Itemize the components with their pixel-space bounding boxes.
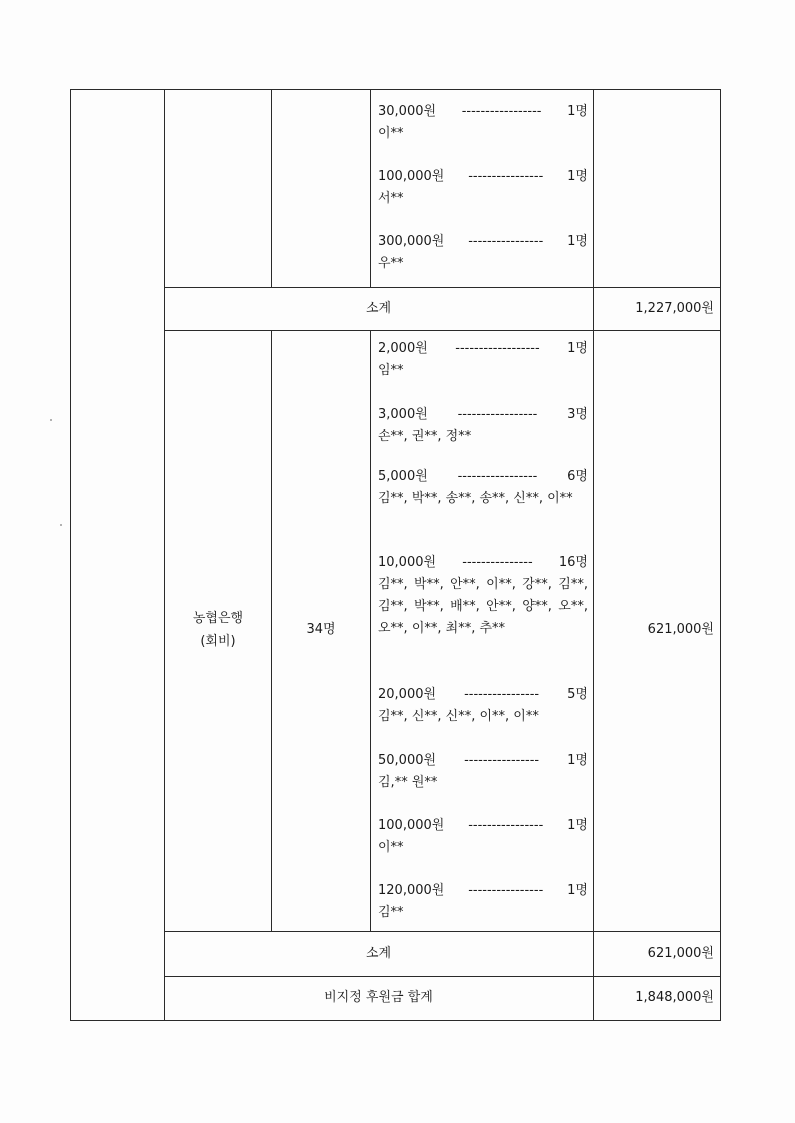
nh-entry-6 — [378, 750, 588, 794]
entry-count: 1명 — [567, 341, 588, 356]
entry-count: 1명 — [567, 883, 588, 898]
entry-count: 1명 — [567, 169, 588, 184]
entry-amount: 5,000원 — [378, 469, 428, 484]
row-divider-subtotal-1 — [164, 330, 721, 331]
bank-name: 농협은행 — [192, 611, 244, 626]
entry-amount: 10,000원 — [378, 555, 437, 570]
entry-dashes: ---------------- — [464, 687, 540, 702]
entry-dashes: ---------------- — [468, 883, 544, 898]
table-top-border — [70, 89, 721, 90]
entry-count: 5명 — [567, 687, 588, 702]
entry-amount: 120,000원 — [378, 883, 445, 898]
row-divider-nh-section — [164, 931, 721, 932]
column-divider-3-nh — [370, 330, 371, 931]
nh-entry-5 — [378, 684, 588, 728]
entry-names: 김**, 박**, 송**, 송**, 신**, 이** — [378, 491, 573, 506]
top-entry-1 — [378, 101, 588, 145]
table-right-border — [720, 89, 721, 1021]
scan-speck — [60, 524, 62, 526]
entry-names: 김** — [378, 905, 404, 920]
entry-count: 3명 — [567, 407, 588, 422]
grand-total-label: 비지정 후원금 합계 — [324, 990, 433, 1005]
entry-dashes: ---------------- — [464, 753, 540, 768]
row-divider-top-section — [164, 287, 721, 288]
entry-dashes: ---------------- — [468, 169, 544, 184]
entry-dashes: --------------- — [462, 555, 533, 570]
entry-amount: 50,000원 — [378, 753, 437, 768]
nh-entry-7 — [378, 815, 588, 859]
people-count: 34명 — [306, 622, 336, 637]
entry-names: 김,** 원** — [378, 775, 438, 790]
entry-amount: 100,000원 — [378, 818, 445, 833]
column-divider-3-top — [370, 89, 371, 287]
top-entry-3 — [378, 231, 588, 275]
column-divider-1 — [164, 89, 165, 1021]
entry-dashes: ----------------- — [457, 407, 538, 422]
entry-dashes: ---------------- — [468, 234, 544, 249]
entry-count: 1명 — [567, 104, 588, 119]
nh-entry-2 — [378, 404, 588, 448]
entry-count: 1명 — [567, 234, 588, 249]
nh-entry-4 — [378, 552, 588, 640]
entry-amount: 20,000원 — [378, 687, 437, 702]
scan-speck — [50, 419, 52, 421]
column-divider-2-top — [271, 89, 272, 287]
entry-names: 김**, 박**, 안**, 이**, 강**, 김**, 김**, 박**, 배**, 안**, 양**, 오**, 오**, 이**, 최**, 추** — [378, 577, 588, 636]
entry-names: 이** — [378, 840, 404, 855]
entry-names: 우** — [378, 256, 404, 271]
entry-dashes: ----------------- — [461, 104, 542, 119]
entry-amount: 30,000원 — [378, 104, 437, 119]
entry-amount: 300,000원 — [378, 234, 445, 249]
column-divider-4-top — [593, 89, 594, 287]
table-left-border — [70, 89, 71, 1021]
nh-total-value: 621,000원 — [647, 622, 714, 637]
subtotal-1-label: 소계 — [365, 301, 392, 316]
entry-count: 6명 — [567, 469, 588, 484]
subtotal-1-value: 1,227,000원 — [635, 301, 714, 316]
entry-dashes: ----------------- — [457, 469, 538, 484]
table-bottom-border — [70, 1020, 721, 1021]
entry-names: 이** — [378, 126, 404, 141]
entry-names: 손**, 권**, 정** — [378, 429, 472, 444]
nh-entry-1 — [378, 338, 588, 382]
top-entry-2 — [378, 166, 588, 210]
bank-note: (회비) — [200, 634, 236, 649]
entry-count: 1명 — [567, 818, 588, 833]
entry-amount: 100,000원 — [378, 169, 445, 184]
grand-total-value: 1,848,000원 — [635, 990, 714, 1005]
nh-entry-3 — [378, 466, 588, 510]
entry-amount: 3,000원 — [378, 407, 428, 422]
entry-names: 임** — [378, 363, 404, 378]
entry-dashes: ------------------ — [455, 341, 540, 356]
entry-amount: 2,000원 — [378, 341, 428, 356]
entry-names: 서** — [378, 191, 404, 206]
entry-count: 1명 — [567, 753, 588, 768]
subtotal-2-label: 소계 — [365, 946, 392, 961]
row-divider-subtotal-2 — [164, 976, 721, 977]
entry-count: 16명 — [558, 555, 588, 570]
entry-dashes: ---------------- — [468, 818, 544, 833]
subtotal-2-value: 621,000원 — [647, 946, 714, 961]
entry-names: 김**, 신**, 신**, 이**, 이** — [378, 709, 539, 724]
nh-entry-8 — [378, 880, 588, 924]
